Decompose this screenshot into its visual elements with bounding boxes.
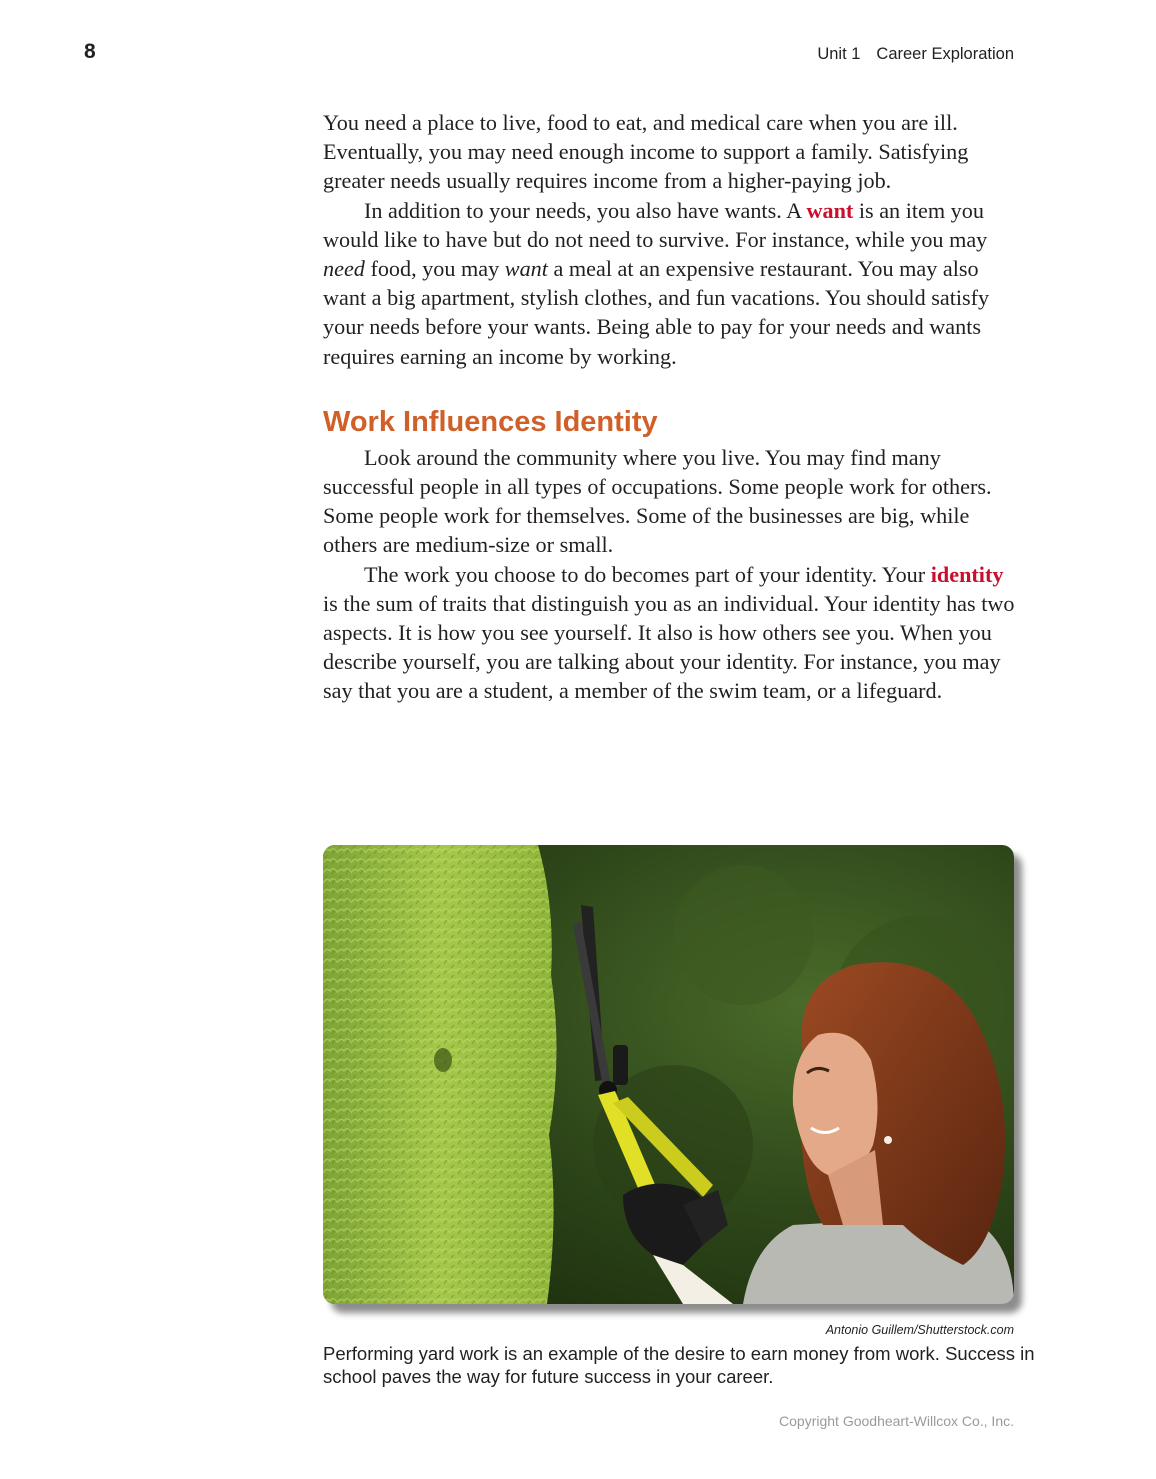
hedge <box>323 845 557 1304</box>
figure-photo <box>323 845 1014 1304</box>
section-heading: Work Influences Identity <box>323 405 658 438</box>
identity-text-2: is the sum of traits that distinguish you as an individual. Your identity has two aspects. It is how you see yourself. It also is how others see you. When you describe yourself, you are talking about your identity. For instance, you may say that you are a student, a member of the swim team, or a lifeguard. <box>323 590 1015 704</box>
figure-caption: Performing yard work is an example of the desire to earn money from work. Success in school paves the way for future success in your career. <box>323 1343 1035 1387</box>
wants-text-2: is an item you would like to have but do not need to survive. For instance, while you may <box>323 197 988 252</box>
wants-text-1: In addition to your needs, you also have wants. A <box>364 197 807 223</box>
identity-text-1: The work you choose to do becomes part of your identity. Your <box>364 561 931 587</box>
emphasis-need: need <box>323 256 365 282</box>
wants-text-3: food, you may <box>364 256 505 282</box>
photo-credit: Antonio Guillem/Shutterstock.com <box>825 1323 1014 1337</box>
copyright-notice: Copyright Goodheart-Willcox Co., Inc. <box>779 1413 1014 1429</box>
paragraph-wants <box>323 196 1023 371</box>
unit-label: Unit 1 <box>817 45 861 63</box>
key-term-identity: identity <box>930 561 1004 587</box>
chapter-title: Career Exploration <box>876 45 1014 63</box>
main-text <box>323 108 1023 706</box>
paragraph-needs: You need a place to live, food to eat, and medical care when you are ill. Eventually, you may need enough income to support a family. Satisfying greater needs usually requires income from a higher-paying job. <box>323 110 969 194</box>
page-number: 8 <box>84 40 96 63</box>
paragraph-identity <box>323 560 1023 706</box>
running-head <box>817 45 1014 64</box>
paragraph-community: Look around the community where you live. You may find many successful people in all types of occupations. Some people work for others. Some people work for themselves. Some of the businesses are big, while others are medium-size or small. <box>323 444 992 558</box>
wants-text-4: a meal at an expensive restaurant. You may also want a big apartment, stylish clothes, and fun vacations. You should satisfy your needs before your wants. Being able to pay for your needs and wants requires earning an income by working. <box>323 256 990 369</box>
emphasis-want: want <box>504 256 548 282</box>
key-term-want: want <box>806 197 854 223</box>
yard-work-illustration <box>323 845 1014 1304</box>
